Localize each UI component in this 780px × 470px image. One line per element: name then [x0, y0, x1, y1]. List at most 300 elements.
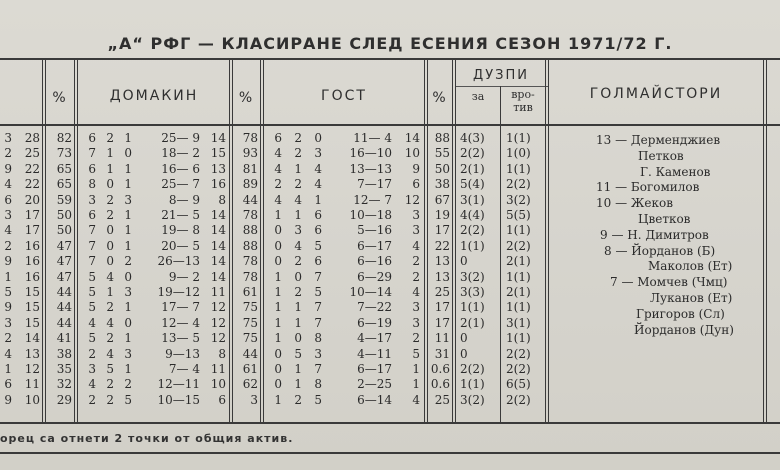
away-points: 12	[404, 192, 420, 207]
header-home: ДОМАКИН	[109, 88, 199, 104]
away-goals: 6—14	[357, 392, 392, 407]
table-row	[0, 316, 548, 331]
table-bottom-rule	[0, 422, 780, 424]
penalties-against: 2(2)	[506, 362, 531, 376]
away-wins: 1	[274, 331, 282, 346]
penalties-for: 1(1)	[460, 300, 485, 315]
col-divider	[548, 58, 549, 422]
percent-total: 47	[56, 269, 72, 284]
home-points: 8	[218, 346, 226, 361]
home-goals: 17— 7	[161, 300, 200, 315]
away-wins: 0	[274, 254, 282, 269]
home-goals: 19— 8	[161, 223, 200, 238]
away-goals: 16—10	[349, 146, 392, 161]
away-points: 5	[412, 346, 420, 361]
home-draws: 0	[106, 177, 114, 192]
percent-total: 38	[56, 346, 72, 361]
percent-total: 65	[56, 161, 72, 176]
home-percent: 75	[242, 300, 258, 315]
away-draws: 2	[294, 177, 302, 192]
header-percent-2: %	[238, 90, 255, 106]
home-goals: 12—11	[157, 377, 200, 392]
home-points: 14	[210, 223, 226, 238]
table-row	[0, 146, 548, 161]
home-draws: 0	[106, 238, 114, 253]
penalties-against: 1(1)	[506, 161, 531, 176]
away-points: 14	[404, 131, 420, 145]
scorer-entry: 10 — Жеков	[596, 196, 673, 211]
home-points: 14	[210, 238, 226, 253]
home-goals: 9— 2	[168, 269, 200, 284]
away-percent: 67	[434, 192, 450, 207]
header-penalties-against: вро- тив	[511, 88, 535, 114]
team-rank-tail: 9	[4, 392, 12, 407]
scorer-entry: Г. Каменов	[640, 164, 711, 179]
team-rank-tail: 2	[4, 146, 12, 161]
away-draws: 2	[294, 254, 302, 269]
scorer-entry: Луканов (Ет)	[650, 291, 733, 305]
table-row	[0, 239, 548, 254]
team-rank-tail: 9	[4, 254, 12, 269]
percent-total: 32	[56, 377, 72, 392]
col-divider	[766, 58, 767, 422]
penalties-against: 2(1)	[506, 254, 531, 269]
home-losses: 3	[124, 346, 132, 361]
team-rank-tail: 5	[4, 285, 12, 299]
points: 15	[24, 315, 40, 330]
away-goals: 4—11	[357, 346, 392, 361]
home-losses: 1	[124, 161, 132, 176]
away-percent: 13	[434, 269, 450, 284]
away-losses: 5	[314, 392, 322, 407]
home-percent: 75	[242, 315, 258, 330]
away-wins: 1	[274, 208, 282, 222]
home-goals: 16— 6	[161, 161, 200, 176]
away-points: 4	[412, 238, 420, 253]
team-rank-tail: 3	[4, 131, 12, 145]
away-losses: 0	[314, 131, 322, 145]
home-percent: 81	[242, 161, 258, 176]
points: 14	[24, 331, 40, 346]
away-draws: 0	[294, 269, 302, 284]
table-row	[0, 208, 548, 223]
team-rank-tail: 2	[4, 331, 12, 346]
home-goals: 20— 5	[161, 238, 200, 253]
away-points: 1	[412, 362, 420, 376]
points: 11	[24, 377, 40, 392]
home-draws: 5	[106, 362, 114, 376]
away-percent: 17	[434, 223, 450, 238]
penalties-for: 3(3)	[460, 285, 485, 299]
scorer-entry: Петков	[638, 148, 684, 163]
header-away: ГОСТ	[321, 88, 367, 104]
percent-total: 47	[56, 238, 72, 253]
away-draws: 1	[294, 208, 302, 222]
home-points: 14	[210, 208, 226, 222]
home-points: 16	[210, 177, 226, 192]
away-goals: 10—18	[349, 208, 392, 222]
scorer-entry: 8 — Йорданов (Б)	[604, 243, 716, 258]
home-losses: 2	[124, 377, 132, 392]
home-points: 15	[210, 146, 226, 161]
penalties-against: 1(1)	[506, 131, 531, 145]
scorer-entry: Йорданов (Дун)	[634, 322, 734, 337]
away-wins: 0	[274, 238, 282, 253]
away-percent: 50	[434, 161, 450, 176]
away-wins: 0	[274, 223, 282, 238]
col-divider	[763, 58, 764, 422]
away-points: 2	[412, 269, 420, 284]
away-goals: 12— 7	[353, 192, 392, 207]
home-losses: 5	[124, 392, 132, 407]
away-wins: 2	[274, 177, 282, 192]
table-top-rule	[0, 58, 780, 60]
home-points: 14	[210, 254, 226, 269]
points: 28	[24, 131, 40, 145]
table-row	[0, 331, 548, 346]
penalties-against: 6(5)	[506, 377, 531, 392]
home-losses: 1	[124, 300, 132, 315]
away-points: 10	[404, 146, 420, 161]
away-losses: 7	[314, 315, 322, 330]
away-wins: 1	[274, 392, 282, 407]
home-goals: 25— 7	[161, 177, 200, 192]
home-wins: 7	[88, 254, 96, 269]
away-goals: 5—16	[357, 223, 392, 238]
home-points: 14	[210, 131, 226, 145]
away-draws: 5	[294, 346, 302, 361]
away-percent: 25	[434, 392, 450, 407]
points: 16	[24, 254, 40, 269]
header-percent-1: %	[52, 90, 68, 106]
away-draws: 2	[294, 146, 302, 161]
penalties-for: 0	[460, 254, 468, 269]
home-goals: 8— 9	[168, 192, 200, 207]
penalties-for: 3(1)	[460, 192, 485, 207]
points: 16	[24, 238, 40, 253]
away-points: 3	[412, 223, 420, 238]
away-wins: 1	[274, 285, 282, 299]
home-losses: 2	[124, 254, 132, 269]
home-wins: 5	[88, 331, 96, 346]
away-draws: 1	[294, 377, 302, 392]
home-draws: 2	[106, 192, 114, 207]
home-draws: 0	[106, 223, 114, 238]
team-rank-tail: 9	[4, 161, 12, 176]
away-losses: 3	[314, 146, 322, 161]
away-wins: 0	[274, 377, 282, 392]
home-percent: 3	[250, 392, 258, 407]
home-wins: 3	[88, 192, 96, 207]
scorer-entry: Цветков	[638, 212, 691, 226]
home-percent: 62	[242, 377, 258, 392]
away-wins: 6	[274, 131, 282, 145]
footnote-bottom-rule	[0, 452, 780, 454]
home-points: 8	[218, 192, 226, 207]
home-points: 11	[210, 362, 226, 376]
away-losses: 1	[314, 192, 322, 207]
away-points: 3	[412, 315, 420, 330]
penalties-against: 3(2)	[506, 192, 531, 207]
home-losses: 0	[124, 146, 132, 161]
away-losses: 8	[314, 377, 322, 392]
scorer-entry: 9 — Н. Димитров	[600, 227, 709, 242]
away-goals: 6—17	[357, 238, 392, 253]
away-percent: 17	[434, 300, 450, 315]
home-wins: 7	[88, 146, 96, 161]
points: 22	[24, 161, 40, 176]
home-draws: 0	[106, 254, 114, 269]
header-penalties: ДУЗПИ	[473, 68, 529, 83]
home-losses: 1	[124, 177, 132, 192]
penalties-against: 1(1)	[506, 331, 531, 346]
table-row	[0, 193, 548, 208]
percent-total: 35	[56, 362, 72, 376]
penalties-against: 3(1)	[506, 315, 531, 330]
away-percent: 17	[434, 315, 450, 330]
penalties-against: 1(1)	[506, 223, 531, 238]
home-draws: 1	[106, 161, 114, 176]
home-losses: 0	[124, 315, 132, 330]
percent-total: 47	[56, 254, 72, 269]
away-losses: 6	[314, 208, 322, 222]
away-losses: 5	[314, 285, 322, 299]
home-goals: 13— 5	[161, 331, 200, 346]
away-goals: 10—14	[349, 285, 392, 299]
table-row	[0, 254, 548, 269]
home-wins: 5	[88, 300, 96, 315]
penalties-against: 1(0)	[506, 146, 531, 161]
away-losses: 7	[314, 300, 322, 315]
home-wins: 3	[88, 362, 96, 376]
away-goals: 4—17	[357, 331, 392, 346]
penalties-for: 2(1)	[460, 315, 485, 330]
away-goals: 7—17	[357, 177, 392, 192]
away-losses: 6	[314, 223, 322, 238]
away-draws: 1	[294, 161, 302, 176]
away-goals: 13—13	[349, 161, 392, 176]
away-losses: 8	[314, 331, 322, 346]
table-row	[0, 393, 548, 408]
away-draws: 0	[294, 331, 302, 346]
team-rank-tail: 3	[4, 315, 12, 330]
away-losses: 6	[314, 254, 322, 269]
away-goals: 6—17	[357, 362, 392, 376]
table-row	[0, 285, 548, 300]
team-rank-tail: 1	[4, 269, 12, 284]
home-losses: 1	[124, 208, 132, 222]
percent-total: 65	[56, 177, 72, 192]
away-wins: 0	[274, 362, 282, 376]
table-row	[0, 177, 548, 192]
header-scorers: ГОЛМАЙСТОРИ	[589, 86, 723, 102]
away-percent: 38	[434, 177, 450, 192]
home-goals: 10—15	[157, 392, 200, 407]
away-draws: 2	[294, 285, 302, 299]
away-points: 6	[412, 177, 420, 192]
scorer-entry: Маколов (Ет)	[648, 259, 733, 274]
home-draws: 4	[106, 346, 114, 361]
home-points: 11	[210, 285, 226, 299]
home-wins: 4	[88, 315, 96, 330]
home-draws: 2	[106, 300, 114, 315]
home-wins: 6	[88, 208, 96, 222]
home-percent: 61	[242, 362, 258, 376]
penalties-against: 5(5)	[506, 208, 531, 222]
percent-total: 73	[56, 146, 72, 161]
team-rank-tail: 2	[4, 238, 12, 253]
points: 16	[24, 269, 40, 284]
page-title: „А“ РФГ — КЛАСИРАНЕ СЛЕД ЕСЕНИЯ СЕЗОН 1971/72 Г.	[107, 34, 673, 53]
percent-total: 50	[56, 223, 72, 238]
points: 22	[24, 177, 40, 192]
table-row	[0, 300, 548, 315]
home-losses: 1	[124, 131, 132, 145]
home-wins: 7	[88, 223, 96, 238]
home-points: 12	[210, 331, 226, 346]
penalties-for: 4(3)	[460, 131, 485, 145]
team-rank-tail: 4	[4, 346, 12, 361]
home-losses: 3	[124, 192, 132, 207]
team-rank-tail: 9	[4, 300, 12, 315]
home-points: 12	[210, 315, 226, 330]
points: 10	[24, 392, 40, 407]
percent-total: 59	[56, 192, 72, 207]
home-percent: 88	[242, 238, 258, 253]
home-draws: 4	[106, 269, 114, 284]
away-losses: 7	[314, 362, 322, 376]
table-row	[0, 347, 548, 362]
away-percent: 22	[434, 238, 450, 253]
table-row	[0, 223, 548, 238]
home-goals: 7— 4	[168, 362, 200, 376]
penalties-for: 2(1)	[460, 161, 485, 176]
away-percent: 19	[434, 208, 450, 222]
header-percent-3: %	[432, 90, 448, 106]
home-percent: 44	[242, 192, 258, 207]
home-draws: 2	[106, 392, 114, 407]
home-wins: 5	[88, 285, 96, 299]
points: 20	[24, 192, 40, 207]
away-wins: 4	[274, 192, 282, 207]
penalties-against: 1(1)	[506, 300, 531, 315]
home-draws: 2	[106, 208, 114, 222]
points: 17	[24, 208, 40, 222]
away-points: 3	[412, 208, 420, 222]
home-draws: 4	[106, 315, 114, 330]
team-rank-tail: 4	[4, 177, 12, 192]
away-draws: 4	[294, 238, 302, 253]
away-losses: 4	[314, 177, 322, 192]
away-draws: 2	[294, 392, 302, 407]
away-losses: 7	[314, 269, 322, 284]
penalties-against: 2(2)	[506, 177, 531, 192]
home-losses: 1	[124, 362, 132, 376]
away-wins: 0	[274, 346, 282, 361]
home-goals: 9—13	[165, 346, 200, 361]
percent-total: 44	[56, 285, 72, 299]
scorer-entry: 13 — Дерменджиев	[596, 133, 721, 147]
points: 15	[24, 285, 40, 299]
scorer-entry: 7 — Момчев (Чмц)	[610, 275, 728, 290]
away-wins: 4	[274, 161, 282, 176]
home-percent: 44	[242, 346, 258, 361]
home-wins: 6	[88, 131, 96, 145]
home-wins: 2	[88, 346, 96, 361]
team-rank-tail: 4	[4, 223, 12, 238]
home-goals: 18— 2	[161, 146, 200, 161]
away-draws: 2	[294, 131, 302, 145]
away-draws: 4	[294, 192, 302, 207]
home-losses: 0	[124, 269, 132, 284]
penalties-for: 1(1)	[460, 238, 485, 253]
home-percent: 78	[242, 254, 258, 269]
penalties-for: 2(2)	[460, 223, 485, 238]
away-goals: 2—25	[357, 377, 392, 392]
home-goals: 25— 9	[161, 131, 200, 145]
away-percent: 31	[434, 346, 450, 361]
home-wins: 6	[88, 161, 96, 176]
away-points: 4	[412, 392, 420, 407]
away-draws: 1	[294, 315, 302, 330]
points: 12	[24, 362, 40, 376]
points: 17	[24, 223, 40, 238]
home-draws: 2	[106, 377, 114, 392]
table-row	[0, 377, 548, 392]
home-goals: 21— 5	[161, 208, 200, 222]
home-points: 10	[210, 377, 226, 392]
home-percent: 78	[242, 208, 258, 222]
away-wins: 1	[274, 269, 282, 284]
table-row	[0, 362, 548, 377]
percent-total: 82	[56, 131, 72, 145]
home-wins: 5	[88, 269, 96, 284]
away-points: 2	[412, 254, 420, 269]
home-wins: 4	[88, 377, 96, 392]
home-percent: 78	[242, 131, 258, 145]
scorer-entry: 11 — Богомилов	[596, 180, 700, 195]
home-losses: 3	[124, 285, 132, 299]
table-row	[0, 270, 548, 285]
away-draws: 1	[294, 300, 302, 315]
percent-total: 29	[56, 392, 72, 407]
table-row	[0, 131, 548, 146]
away-losses: 4	[314, 161, 322, 176]
away-draws: 3	[294, 223, 302, 238]
penalties-for: 5(4)	[460, 177, 485, 192]
home-wins: 2	[88, 392, 96, 407]
home-goals: 19—12	[157, 285, 200, 299]
percent-total: 50	[56, 208, 72, 222]
away-percent: 0.6	[430, 377, 450, 392]
home-goals: 12— 4	[161, 315, 200, 330]
penalties-against: 2(2)	[506, 346, 531, 361]
home-percent: 78	[242, 269, 258, 284]
away-percent: 25	[434, 285, 450, 299]
away-goals: 11— 4	[353, 131, 392, 145]
away-goals: 6—19	[357, 315, 392, 330]
away-percent: 13	[434, 254, 450, 269]
away-points: 9	[412, 161, 420, 176]
away-draws: 1	[294, 362, 302, 376]
scorer-entry: Григоров (Сл)	[636, 306, 725, 321]
team-rank-tail: 6	[4, 377, 12, 392]
penalties-for: 2(2)	[460, 146, 485, 161]
away-percent: 0.6	[430, 362, 450, 376]
home-losses: 1	[124, 223, 132, 238]
team-rank-tail: 3	[4, 208, 12, 222]
away-percent: 55	[434, 146, 450, 161]
